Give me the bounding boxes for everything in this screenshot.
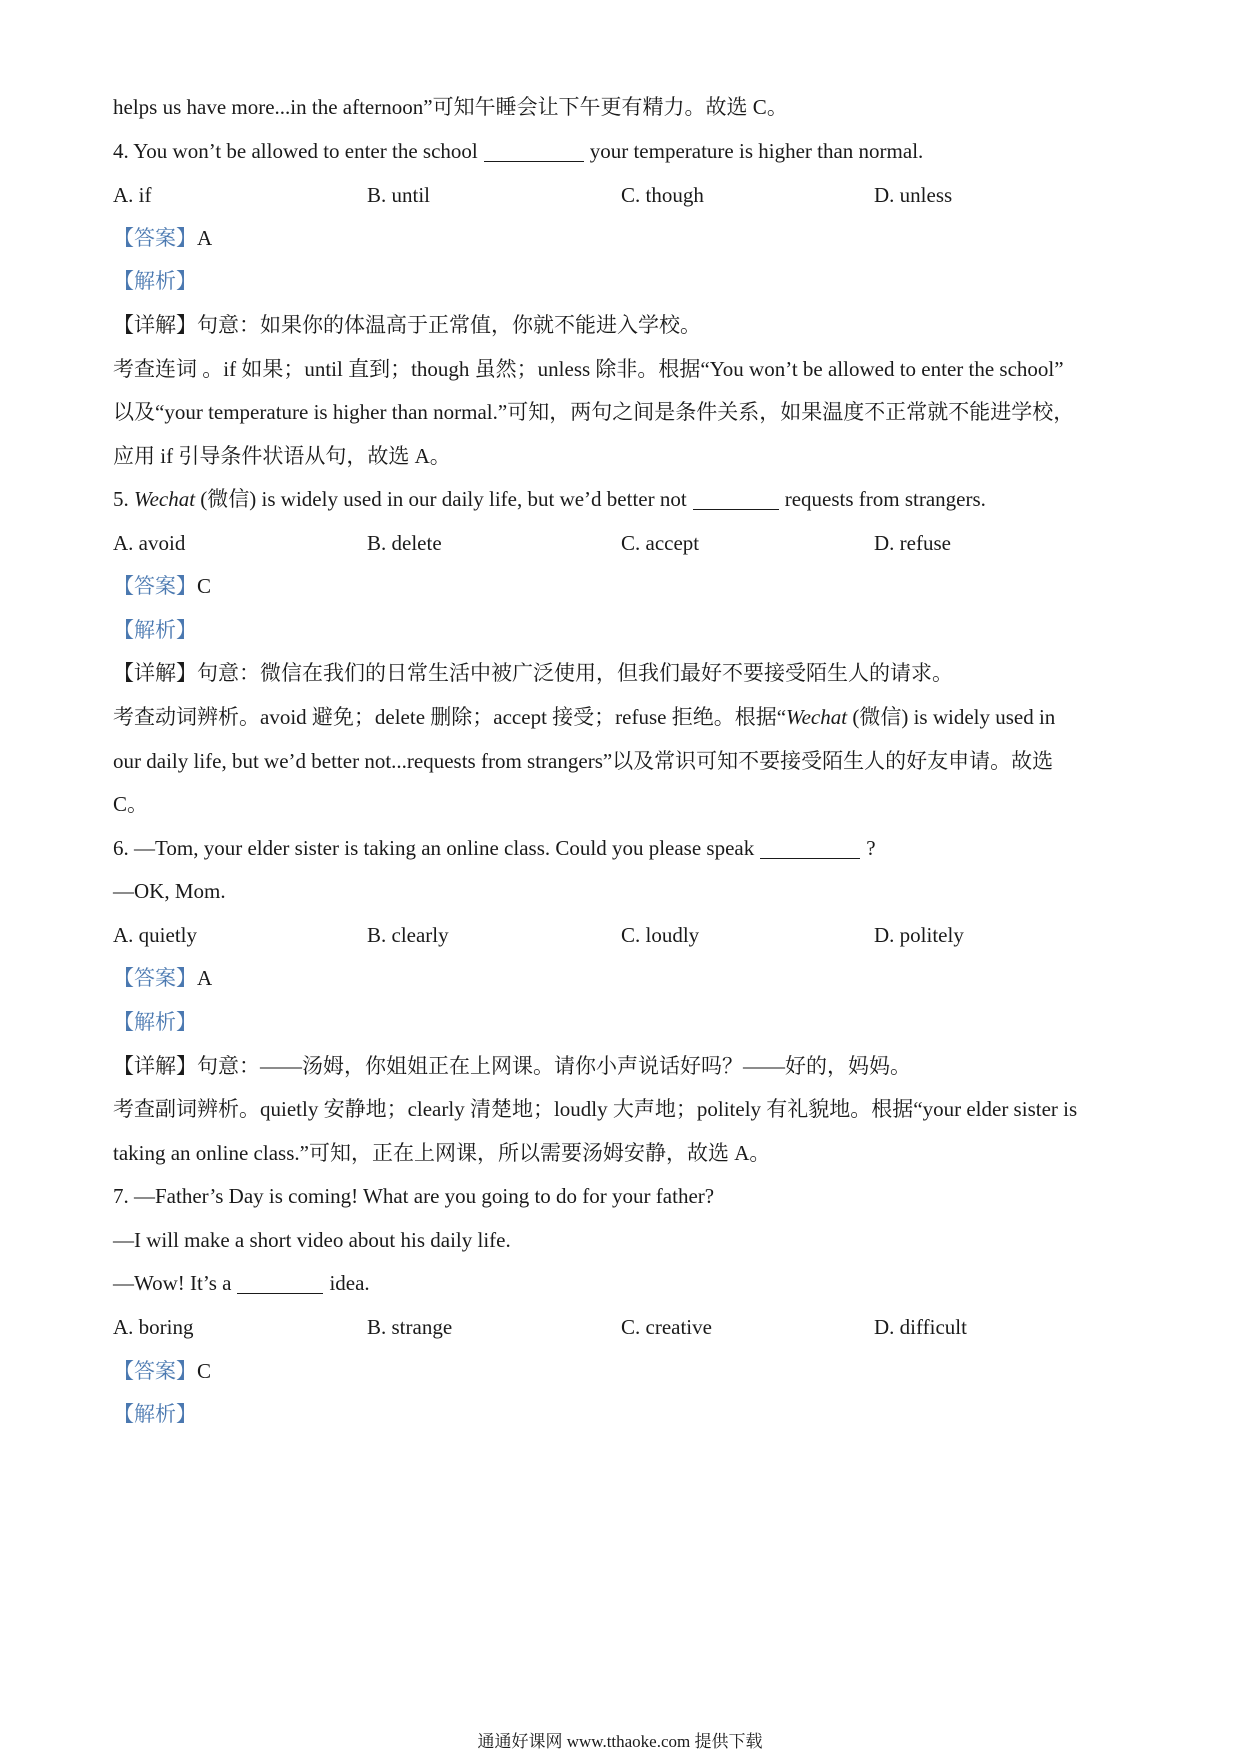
analysis-label: 【解析】 (113, 269, 197, 293)
question-6-stem-before: 6. —Tom, your elder sister is taking an online class. Could you please speak (113, 836, 755, 860)
option-a: A. boring (113, 1315, 194, 1339)
question-5-stem (113, 484, 1133, 514)
option-b: B. delete (367, 531, 442, 555)
explanation-line: 考查连词 。if 如果；until 直到；though 虽然；unless 除非。根据“You won’t be allowed to enter the school” (113, 357, 1064, 381)
question-6-stem (113, 833, 1133, 863)
option-a: A. avoid (113, 531, 186, 555)
question-7-analysis (113, 1399, 1133, 1429)
question-6-options (0, 920, 1240, 950)
question-4-stem-before: 4. You won’t be allowed to enter the school (113, 139, 478, 163)
answer-value: A (197, 226, 213, 250)
question-7-options (0, 1312, 1240, 1342)
question-7-reply: —I will make a short video about his daily life. (113, 1228, 511, 1252)
question-4-analysis (113, 266, 1133, 296)
answer-value: C (197, 1359, 212, 1383)
detail-label: 【详解】 (113, 313, 197, 337)
option-a: A. quietly (113, 923, 197, 947)
detail-label: 【详解】 (113, 661, 197, 685)
explanation-italic-term: Wechat (786, 705, 848, 729)
option-b: B. until (367, 183, 431, 207)
question-5-options (0, 528, 1240, 558)
question-5-stem-after: requests from strangers. (784, 487, 986, 511)
question-7-blank-line (113, 1268, 1133, 1298)
option-c: C. creative (621, 1315, 712, 1339)
question-7-stem: 7. —Father’s Day is coming! What are you going to do for your father? (113, 1184, 715, 1208)
option-d: D. difficult (874, 1315, 967, 1339)
analysis-label: 【解析】 (113, 1402, 197, 1426)
question-5-detail (113, 658, 1133, 688)
question-4-detail (113, 310, 1133, 340)
question-5-italic-term: Wechat (134, 487, 196, 511)
option-c: C. loudly (621, 923, 700, 947)
answer-blank (484, 139, 584, 162)
explanation-line (113, 702, 1133, 732)
answer-blank (237, 1271, 323, 1294)
explanation-line: taking an online class.”可知，正在上网课，所以需要汤姆安静，故选 A。 (113, 1141, 771, 1165)
question-6-analysis (113, 1007, 1133, 1037)
option-b: B. clearly (367, 923, 449, 947)
question-6-detail (113, 1051, 1133, 1081)
explanation-part: 考查动词辨析。avoid 避免；delete 删除；accept 接受；refuse 拒绝。根据“ (113, 705, 787, 729)
question-6-reply: —OK, Mom. (113, 879, 226, 903)
question-4-stem-after: your temperature is higher than normal. (589, 139, 924, 163)
option-a: A. if (113, 183, 152, 207)
option-c: C. though (621, 183, 704, 207)
question-7-stem-before: —Wow! It’s a (113, 1271, 232, 1295)
explanation-line: 考查副词辨析。quietly 安静地；clearly 清楚地；loudly 大声地；politely 有礼貌地。根据“your elder sister is (113, 1097, 1078, 1121)
answer-label: 【答案】 (113, 226, 197, 250)
answer-value: C (197, 574, 212, 598)
question-5-stem-before: (微信) is widely used in our daily life, but we’d better not (200, 487, 687, 511)
answer-label: 【答案】 (113, 966, 197, 990)
answer-label: 【答案】 (113, 574, 197, 598)
detail-text: 句意：——汤姆，你姐姐正在上网课。请你小声说话好吗？——好的，妈妈。 (197, 1054, 911, 1078)
explanation-line: C。 (113, 792, 149, 816)
question-4-stem (113, 136, 1133, 166)
question-6-stem-after: ? (866, 836, 876, 860)
question-5-analysis (113, 615, 1133, 645)
analysis-label: 【解析】 (113, 1010, 197, 1034)
question-7-answer (113, 1356, 1133, 1386)
answer-value: A (197, 966, 213, 990)
explanation-line: our daily life, but we’d better not...requests from strangers”以及常识可知不要接受陌生人的好友申请。故选 (113, 749, 1054, 773)
answer-blank (693, 487, 779, 510)
question-5-number: 5. (113, 487, 129, 511)
option-d: D. unless (874, 183, 953, 207)
question-7-stem-after: idea. (329, 1271, 370, 1295)
intro-text: helps us have more...in the afternoon”可知午睡会让下午更有精力。故选 C。 (113, 95, 788, 119)
option-d: D. politely (874, 923, 964, 947)
analysis-label: 【解析】 (113, 618, 197, 642)
explanation-line: 以及“your temperature is higher than normal.”可知，两句之间是条件关系，如果温度不正常就不能进学校， (113, 400, 1075, 424)
option-d: D. refuse (874, 531, 951, 555)
detail-label: 【详解】 (113, 1054, 197, 1078)
explanation-line: 应用 if 引导条件状语从句，故选 A。 (113, 444, 451, 468)
question-5-answer (113, 571, 1133, 601)
detail-text: 句意：微信在我们的日常生活中被广泛使用，但我们最好不要接受陌生人的请求。 (197, 661, 953, 685)
question-4-options (0, 180, 1240, 210)
option-b: B. strange (367, 1315, 453, 1339)
explanation-part: (微信) is widely used in (847, 705, 1056, 729)
page-footer: 通通好课网 www.tthaoke.com 提供下载 (477, 1732, 763, 1751)
answer-label: 【答案】 (113, 1359, 197, 1383)
answer-blank (760, 836, 860, 859)
option-c: C. accept (621, 531, 700, 555)
question-4-answer (113, 223, 1133, 253)
detail-text: 句意：如果你的体温高于正常值，你就不能进入学校。 (197, 313, 701, 337)
question-6-answer (113, 963, 1133, 993)
